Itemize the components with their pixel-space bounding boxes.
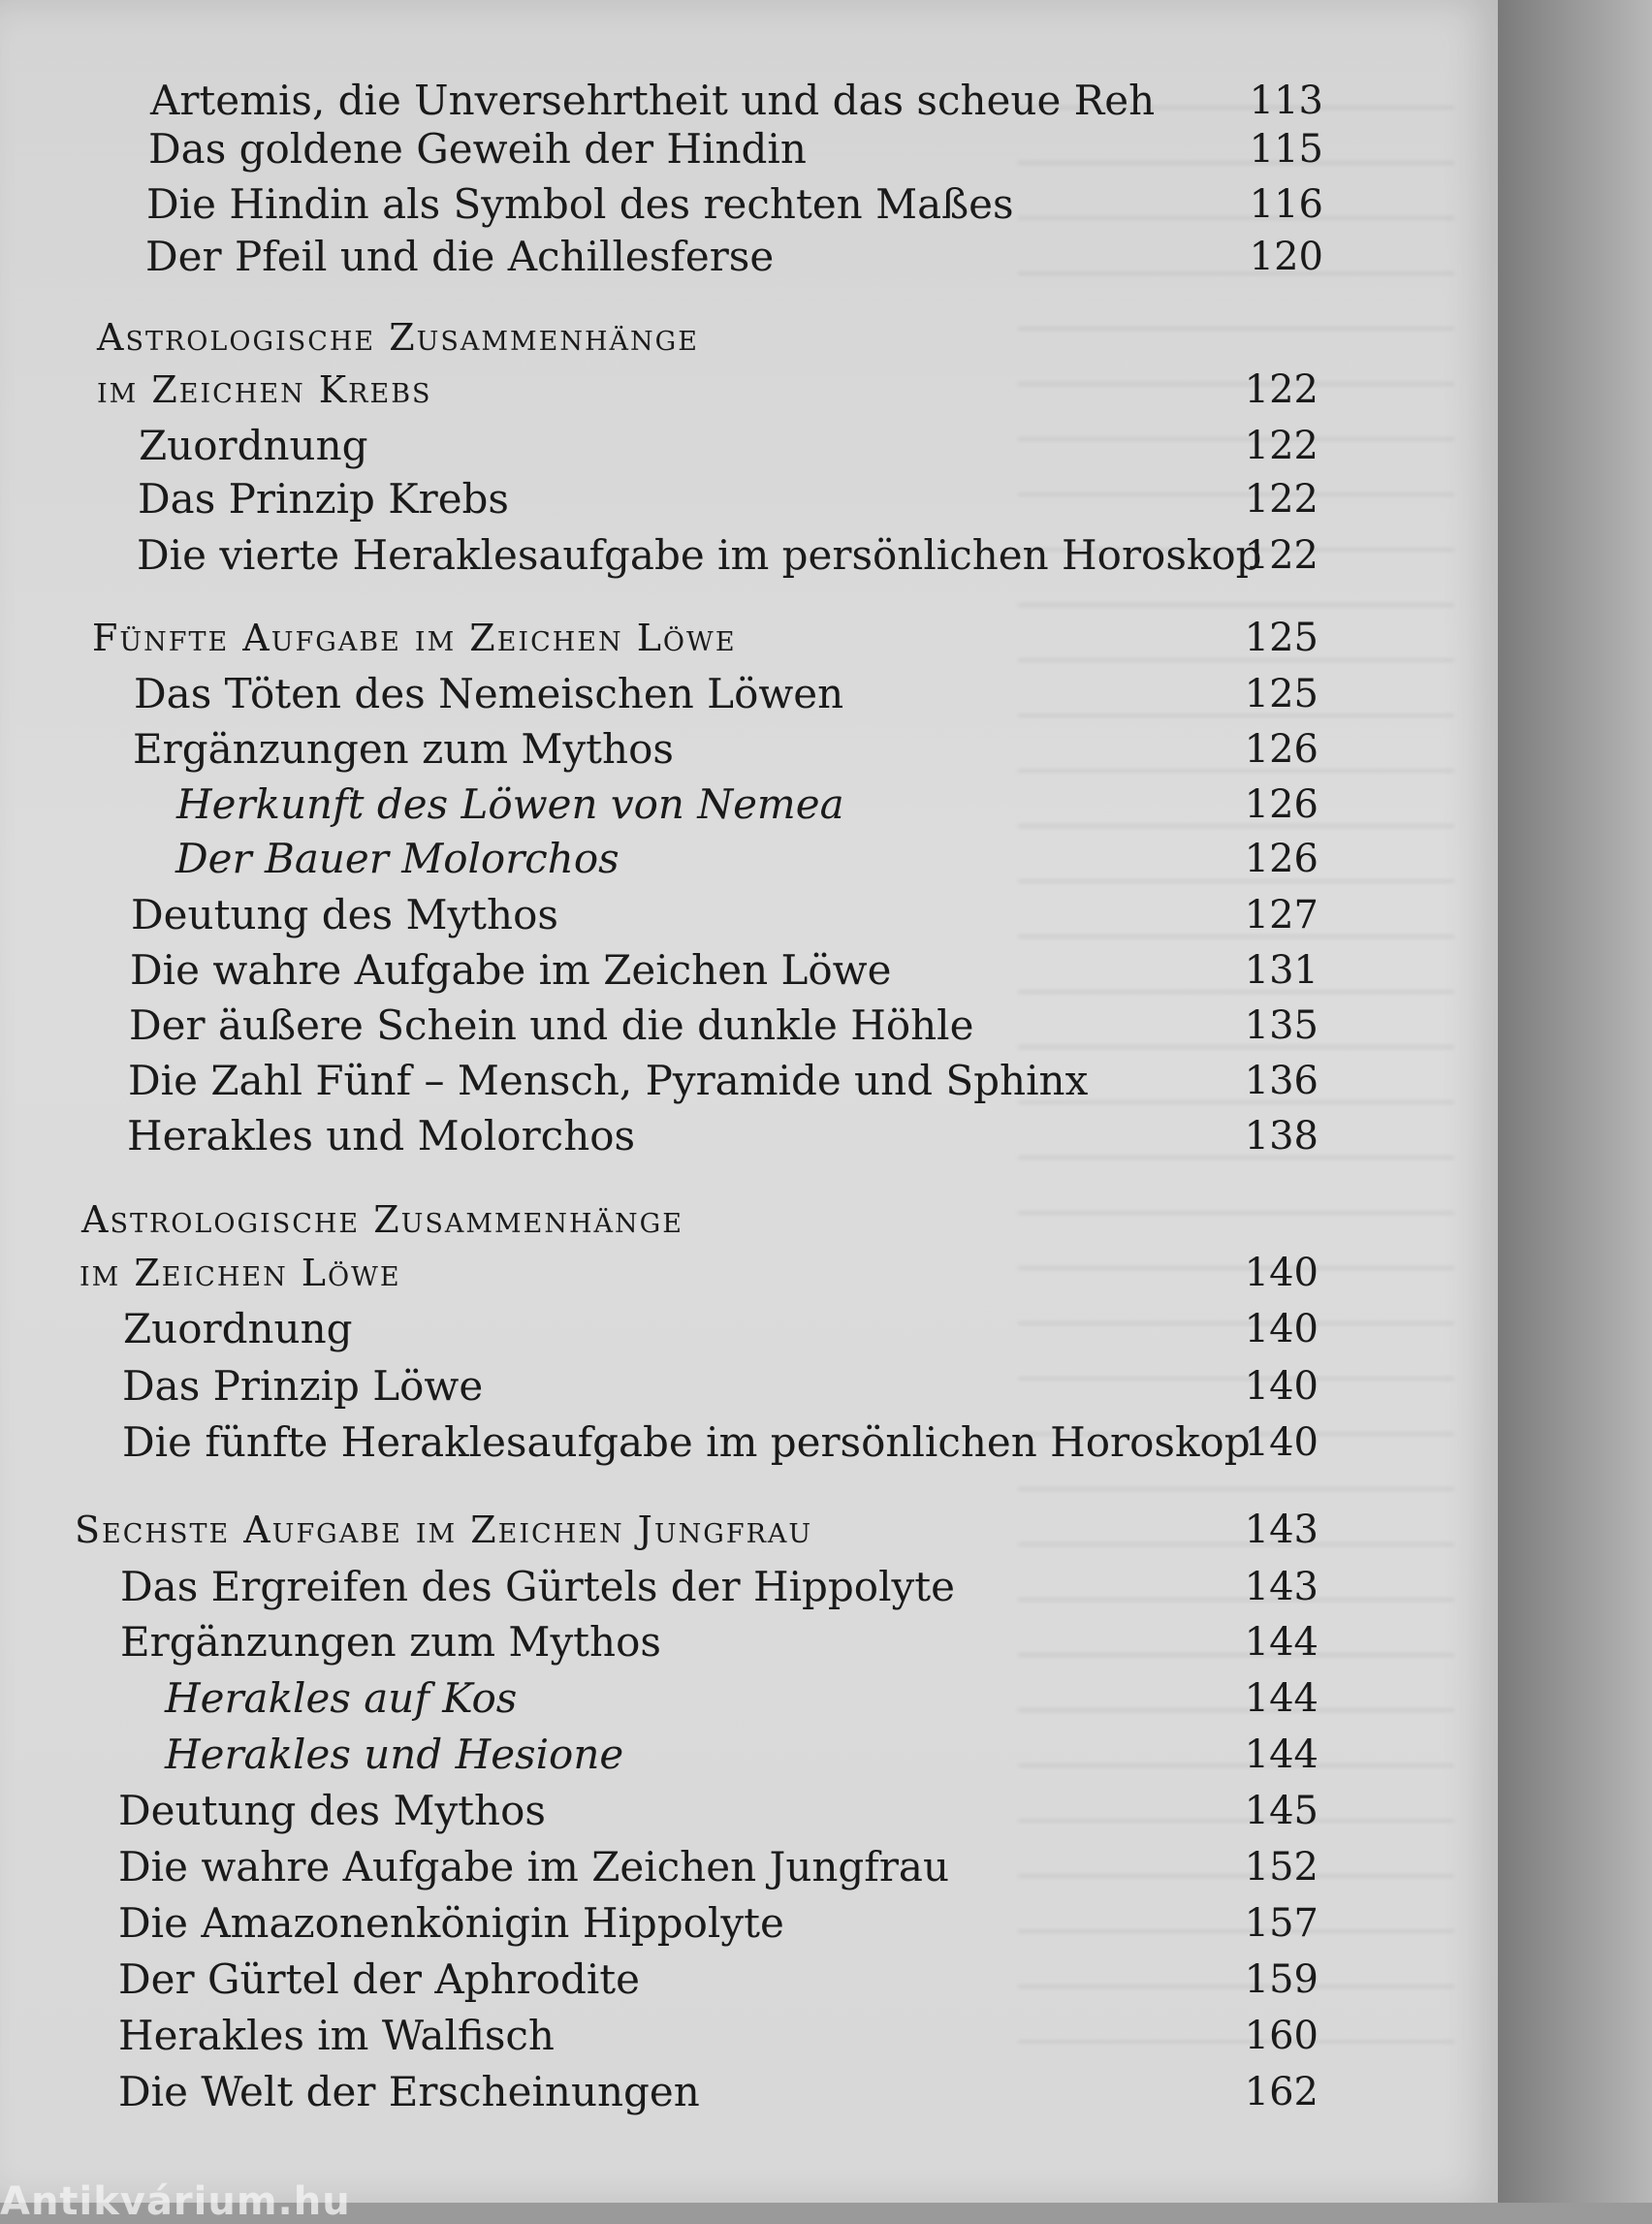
- entry-page-number: 127: [1244, 893, 1318, 937]
- entry-page-number: 160: [1244, 2014, 1318, 2058]
- entry-title: Herakles und Hesione: [165, 1731, 624, 1778]
- section-heading: [0, 363, 1498, 417]
- toc-entry: [0, 1302, 1498, 1356]
- entry-page-number: 140: [1244, 1364, 1318, 1409]
- entry-page-number: 152: [1244, 1845, 1318, 1890]
- toc-entry: [0, 1953, 1498, 2007]
- section-heading: [0, 1192, 1498, 1247]
- entry-page-number: 144: [1244, 1676, 1318, 1721]
- entry-page-number: 113: [1249, 79, 1323, 123]
- entry-title: Deutung des Mythos: [131, 891, 558, 938]
- entry-page-number: 138: [1244, 1114, 1318, 1159]
- entry-page-number: 122: [1244, 477, 1318, 522]
- entry-page-number: 122: [1244, 367, 1318, 412]
- section-title: im Zeichen Löwe: [79, 1252, 401, 1294]
- entry-title: Deutung des Mythos: [118, 1787, 546, 1834]
- entry-title: Der Pfeil und die Achillesferse: [145, 233, 775, 280]
- toc-entry: [0, 1784, 1498, 1838]
- entry-page-number: 144: [1244, 1732, 1318, 1777]
- entry-title: Die Welt der Erscheinungen: [118, 2068, 700, 2115]
- section-title: Astrologische Zusammenhänge: [97, 316, 699, 359]
- watermark: Antikvárium.hu: [0, 2179, 351, 2224]
- entry-title: Ergänzungen zum Mythos: [133, 725, 674, 773]
- entry-title: Die wahre Aufgabe im Zeichen Löwe: [130, 946, 892, 994]
- toc-entry: [0, 528, 1498, 583]
- toc-entry: [0, 943, 1498, 998]
- toc-entry: [0, 1615, 1498, 1669]
- toc-entry: [0, 2009, 1498, 2063]
- section-title: Sechste Aufgabe im Zeichen Jungfrau: [75, 1509, 813, 1551]
- page-edge-shadow: [1498, 0, 1652, 2203]
- entry-page-number: 140: [1244, 1420, 1318, 1465]
- entry-page-number: 162: [1244, 2070, 1318, 2114]
- toc-entry: [0, 2065, 1498, 2119]
- toc-entry: [0, 1560, 1498, 1614]
- entry-page-number: 159: [1244, 1957, 1318, 2002]
- entry-page-number: 140: [1244, 1307, 1318, 1351]
- toc-entry: [0, 832, 1498, 886]
- section-heading: [0, 1246, 1498, 1300]
- entry-title: Der Gürtel der Aphrodite: [118, 1955, 641, 2003]
- entry-page-number: 122: [1244, 533, 1318, 578]
- entry-title: Das Prinzip Löwe: [122, 1362, 484, 1410]
- entry-title: Zuordnung: [123, 1305, 353, 1352]
- toc-entry: [0, 74, 1498, 128]
- entry-title: Die vierte Heraklesaufgabe im persönlichen Horoskop: [137, 531, 1262, 579]
- entry-title: Die wahre Aufgabe im Zeichen Jungfrau: [118, 1843, 950, 1890]
- section-title: Astrologische Zusammenhänge: [81, 1198, 683, 1241]
- toc-entry: [0, 230, 1498, 284]
- toc-entry: [0, 722, 1498, 777]
- toc-entry: [0, 667, 1498, 721]
- toc-entry: [0, 1896, 1498, 1951]
- toc-entry: [0, 1109, 1498, 1163]
- entry-title: Artemis, die Unversehrtheit und das scheue Reh: [150, 77, 1156, 124]
- section-heading: [0, 1503, 1498, 1557]
- toc-entry: [0, 888, 1498, 942]
- section-heading: [0, 611, 1498, 665]
- toc-entry: [0, 177, 1498, 232]
- entry-title: Der Bauer Molorchos: [175, 835, 620, 882]
- entry-page-number: 126: [1244, 727, 1318, 772]
- toc-entry: [0, 122, 1498, 176]
- entry-page-number: 131: [1244, 948, 1318, 993]
- entry-title: Der äußere Schein und die dunkle Höhle: [129, 1001, 974, 1049]
- entry-page-number: 136: [1244, 1059, 1318, 1103]
- entry-page-number: 125: [1244, 616, 1318, 660]
- entry-page-number: 144: [1244, 1620, 1318, 1665]
- entry-page-number: 120: [1249, 235, 1323, 279]
- toc-entry: [0, 1415, 1498, 1470]
- toc-entry: [0, 1054, 1498, 1108]
- entry-title: Die Zahl Fünf – Mensch, Pyramide und Sphinx: [128, 1057, 1089, 1104]
- toc-entry: [0, 778, 1498, 832]
- toc-entry: [0, 419, 1498, 473]
- toc-entry: [0, 1671, 1498, 1726]
- toc-entry: [0, 999, 1498, 1053]
- entry-title: Das Prinzip Krebs: [138, 475, 509, 523]
- entry-title: Herakles auf Kos: [165, 1674, 518, 1722]
- entry-page-number: 135: [1244, 1003, 1318, 1048]
- entry-title: Zuordnung: [139, 422, 368, 469]
- entry-title: Das Töten des Nemeischen Löwen: [134, 670, 844, 717]
- entry-title: Ergänzungen zum Mythos: [120, 1618, 661, 1666]
- entry-title: Das goldene Geweih der Hindin: [148, 125, 807, 173]
- section-title: Fünfte Aufgabe im Zeichen Löwe: [92, 617, 737, 659]
- entry-title: Die Amazonenkönigin Hippolyte: [118, 1899, 784, 1947]
- toc-entry: [0, 1728, 1498, 1782]
- entry-page-number: 157: [1244, 1901, 1318, 1946]
- section-title: im Zeichen Krebs: [97, 368, 432, 411]
- toc-entry: [0, 1840, 1498, 1894]
- entry-page-number: 115: [1249, 127, 1323, 172]
- section-heading: [0, 310, 1498, 365]
- entry-title: Die Hindin als Symbol des rechten Maßes: [146, 180, 1014, 228]
- entry-title: Herakles im Walfisch: [118, 2012, 555, 2059]
- entry-page-number: 143: [1244, 1508, 1318, 1552]
- toc-entry: [0, 472, 1498, 526]
- entry-page-number: 122: [1244, 424, 1318, 468]
- entry-title: Das Ergreifen des Gürtels der Hippolyte: [120, 1563, 955, 1610]
- entry-title: Die fünfte Heraklesaufgabe im persönlichen Horoskop: [122, 1418, 1251, 1466]
- toc-entry: [0, 1359, 1498, 1414]
- entry-page-number: 126: [1244, 837, 1318, 881]
- entry-page-number: 140: [1244, 1251, 1318, 1295]
- entry-title: Herakles und Molorchos: [127, 1112, 636, 1160]
- entry-page-number: 116: [1249, 182, 1323, 227]
- entry-page-number: 126: [1244, 782, 1318, 827]
- entry-page-number: 143: [1244, 1565, 1318, 1609]
- entry-title: Herkunft des Löwen von Nemea: [176, 780, 844, 828]
- entry-page-number: 145: [1244, 1789, 1318, 1833]
- entry-page-number: 125: [1244, 672, 1318, 716]
